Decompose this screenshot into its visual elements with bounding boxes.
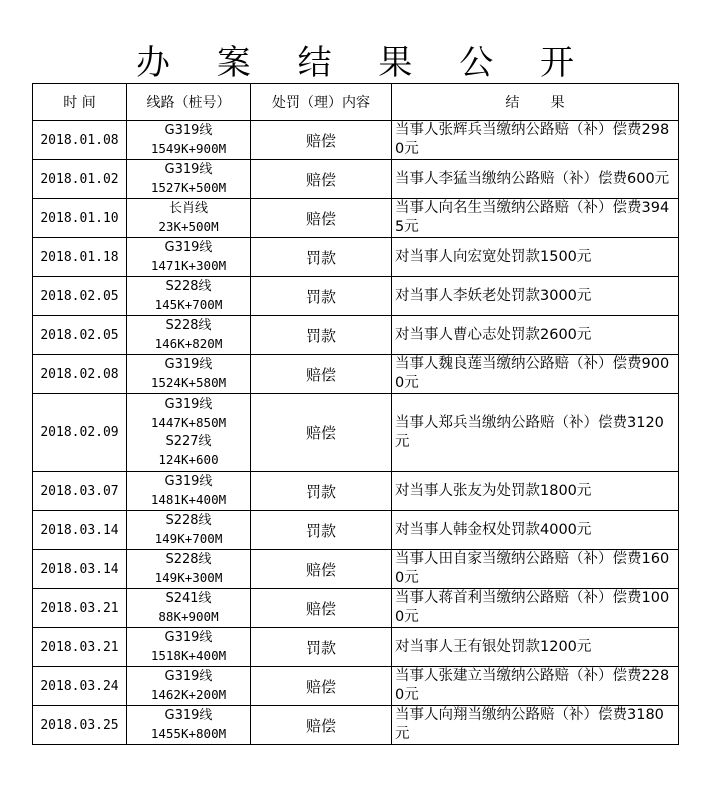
cell-route: [127, 394, 251, 472]
header-route: 线路（桩号）: [127, 84, 251, 121]
cell-date: 2018.03.21: [33, 628, 127, 667]
table-body: [33, 121, 679, 745]
cell-action-type: 赔偿: [251, 199, 392, 238]
cell-action-type: 罚款: [251, 277, 392, 316]
table-row: [33, 511, 679, 550]
cell-route: [127, 511, 251, 550]
cell-action-type: 罚款: [251, 472, 392, 511]
route-stake: 145K+700M: [154, 297, 223, 312]
cell-action-type: 赔偿: [251, 589, 392, 628]
cell-date: 2018.03.24: [33, 667, 127, 706]
route-stake: 1471K+300M: [150, 258, 227, 273]
route-name: S228线: [165, 551, 212, 567]
cell-result: 当事人郑兵当缴纳公路赔（补）偿费3120元: [392, 394, 679, 472]
cell-action-type: 罚款: [251, 511, 392, 550]
cell-date: 2018.01.10: [33, 199, 127, 238]
cell-result: 当事人张辉兵当缴纳公路赔（补）偿费2980元: [392, 121, 679, 160]
route-name: G319线: [164, 396, 213, 412]
table-row: [33, 199, 679, 238]
route-stake: 1524K+580M: [150, 375, 227, 390]
header-result: 结 果: [392, 84, 679, 121]
cell-route: [127, 550, 251, 589]
cell-result: 对当事人张友为处罚款1800元: [392, 472, 679, 511]
route-stake: 1549K+900M: [150, 141, 227, 156]
header-action: 处罚（理）内容: [251, 84, 392, 121]
table-row: [33, 472, 679, 511]
table-row: [33, 394, 679, 472]
cell-route: [127, 589, 251, 628]
table-row: [33, 277, 679, 316]
cell-result: 当事人蒋首利当缴纳公路赔（补）偿费1000元: [392, 589, 679, 628]
route-name: G319线: [164, 161, 213, 177]
cell-result: 当事人李猛当缴纳公路赔（补）偿费600元: [392, 160, 679, 199]
route-name: S228线: [165, 512, 212, 528]
case-results-table: [32, 83, 679, 745]
route-stake: 149K+300M: [154, 570, 223, 585]
cell-date: 2018.03.14: [33, 550, 127, 589]
route-name: G319线: [164, 239, 213, 255]
cell-result: 对当事人曹心志处罚款2600元: [392, 316, 679, 355]
cell-action-type: 罚款: [251, 628, 392, 667]
route-name: S228线: [165, 278, 212, 294]
route-stake: 1481K+400M: [150, 492, 227, 507]
table-row: [33, 667, 679, 706]
cell-action-type: 赔偿: [251, 706, 392, 745]
table-row: [33, 316, 679, 355]
cell-route: [127, 355, 251, 394]
cell-date: 2018.02.05: [33, 277, 127, 316]
route-name: G319线: [164, 356, 213, 372]
cell-route: [127, 472, 251, 511]
route-stake: 1518K+400M: [150, 648, 227, 663]
table-row: [33, 160, 679, 199]
cell-action-type: 赔偿: [251, 121, 392, 160]
route-name: 长肖线: [168, 200, 208, 216]
cell-action-type: 罚款: [251, 238, 392, 277]
route-name: G319线: [164, 668, 213, 684]
cell-result: 对当事人王有银处罚款1200元: [392, 628, 679, 667]
route-stake: 1527K+500M: [150, 180, 227, 195]
route-stake: 124K+600: [158, 452, 219, 467]
cell-route: [127, 160, 251, 199]
cell-date: 2018.01.18: [33, 238, 127, 277]
cell-route: [127, 277, 251, 316]
route-stake: 146K+820M: [154, 336, 223, 351]
header-time: 时 间: [33, 84, 127, 121]
cell-date: 2018.02.05: [33, 316, 127, 355]
route-name: G319线: [164, 707, 213, 723]
table-row: [33, 628, 679, 667]
cell-result: 当事人张建立当缴纳公路赔（补）偿费2280元: [392, 667, 679, 706]
cell-action-type: 赔偿: [251, 394, 392, 472]
route-name: G319线: [164, 629, 213, 645]
cell-result: 当事人魏良莲当缴纳公路赔（补）偿费9000元: [392, 355, 679, 394]
cell-action-type: 罚款: [251, 316, 392, 355]
route-stake: 88K+900M: [158, 609, 219, 624]
cell-route: [127, 316, 251, 355]
table-row: [33, 121, 679, 160]
cell-result: 对当事人韩金权处罚款4000元: [392, 511, 679, 550]
route-stake: 1462K+200M: [150, 687, 227, 702]
page-title: 办 案 结 果 公 开: [135, 43, 593, 83]
table-row: [33, 355, 679, 394]
cell-result: 当事人田自家当缴纳公路赔（补）偿费1600元: [392, 550, 679, 589]
table-row: [33, 589, 679, 628]
cell-route: [127, 121, 251, 160]
route-stake: 149K+700M: [154, 531, 223, 546]
table-header-row: [33, 84, 679, 121]
cell-action-type: 赔偿: [251, 355, 392, 394]
cell-date: 2018.02.08: [33, 355, 127, 394]
cell-route: [127, 706, 251, 745]
cell-action-type: 赔偿: [251, 550, 392, 589]
cell-result: 当事人向名生当缴纳公路赔（补）偿费3945元: [392, 199, 679, 238]
route-name: S228线: [165, 317, 212, 333]
route-stake: 23K+500M: [158, 219, 219, 234]
cell-date: 2018.03.14: [33, 511, 127, 550]
cell-date: 2018.01.08: [33, 121, 127, 160]
cell-route: [127, 628, 251, 667]
route-name: S241线: [165, 590, 212, 606]
cell-route: [127, 667, 251, 706]
cell-result: 对当事人向宏宽处罚款1500元: [392, 238, 679, 277]
route-stake: 1455K+800M: [150, 726, 227, 741]
cell-result: 当事人向翔当缴纳公路赔（补）偿费3180元: [392, 706, 679, 745]
cell-date: 2018.01.02: [33, 160, 127, 199]
cell-date: 2018.03.21: [33, 589, 127, 628]
cell-date: 2018.03.25: [33, 706, 127, 745]
cell-date: 2018.03.07: [33, 472, 127, 511]
cell-action-type: 赔偿: [251, 667, 392, 706]
route-name: S227线: [165, 433, 212, 449]
route-stake: 1447K+850M: [150, 415, 227, 430]
cell-route: [127, 238, 251, 277]
table-row: [33, 550, 679, 589]
route-name: G319线: [164, 473, 213, 489]
table-row: [33, 238, 679, 277]
table-row: [33, 706, 679, 745]
cell-date: 2018.02.09: [33, 394, 127, 472]
cell-action-type: 赔偿: [251, 160, 392, 199]
cell-result: 对当事人李妖老处罚款3000元: [392, 277, 679, 316]
route-name: G319线: [164, 122, 213, 138]
cell-route: [127, 199, 251, 238]
